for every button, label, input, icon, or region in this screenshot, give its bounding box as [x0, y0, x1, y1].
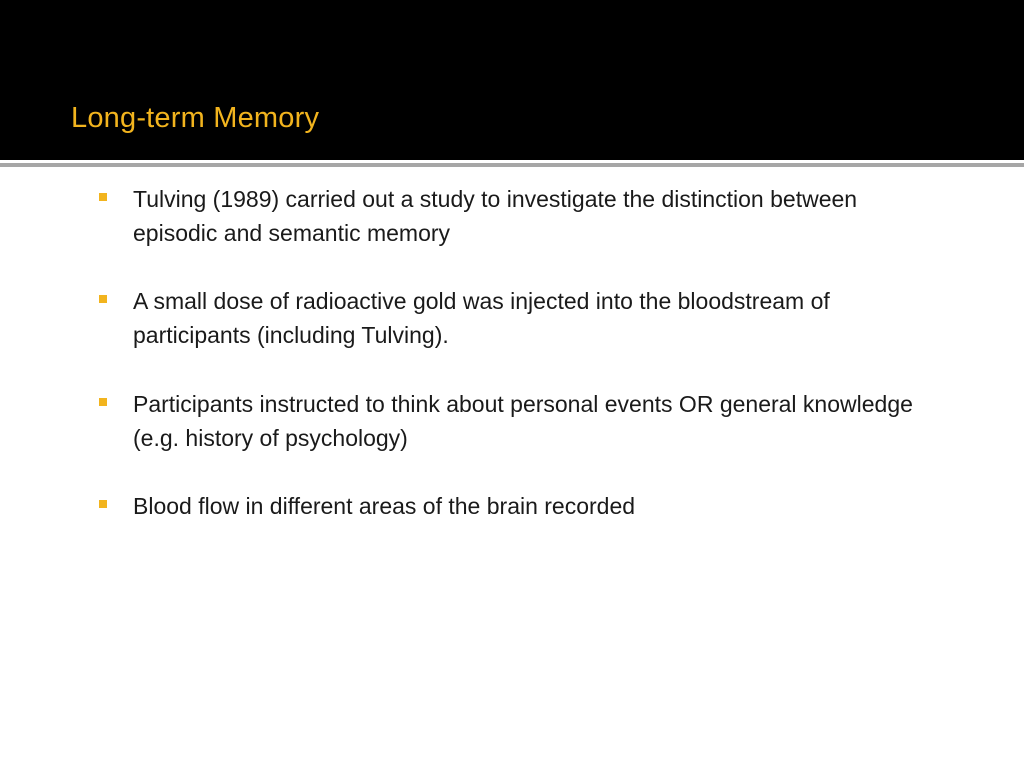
slide-title: Long-term Memory	[71, 102, 320, 134]
bullet-text: Participants instructed to think about personal events OR general knowledge (e.g. history of psychology)	[133, 391, 913, 451]
bullet-text: Tulving (1989) carried out a study to investigate the distinction between episodic and semantic memory	[133, 186, 858, 246]
square-bullet-icon	[99, 295, 107, 303]
bullet-text: A small dose of radioactive gold was injected into the bloodstream of participants (including Tulving).	[133, 288, 830, 348]
square-bullet-icon	[99, 500, 107, 508]
bullet-text: Blood flow in different areas of the brain recorded	[133, 493, 636, 519]
square-bullet-icon	[99, 398, 107, 406]
square-bullet-icon	[99, 193, 107, 201]
